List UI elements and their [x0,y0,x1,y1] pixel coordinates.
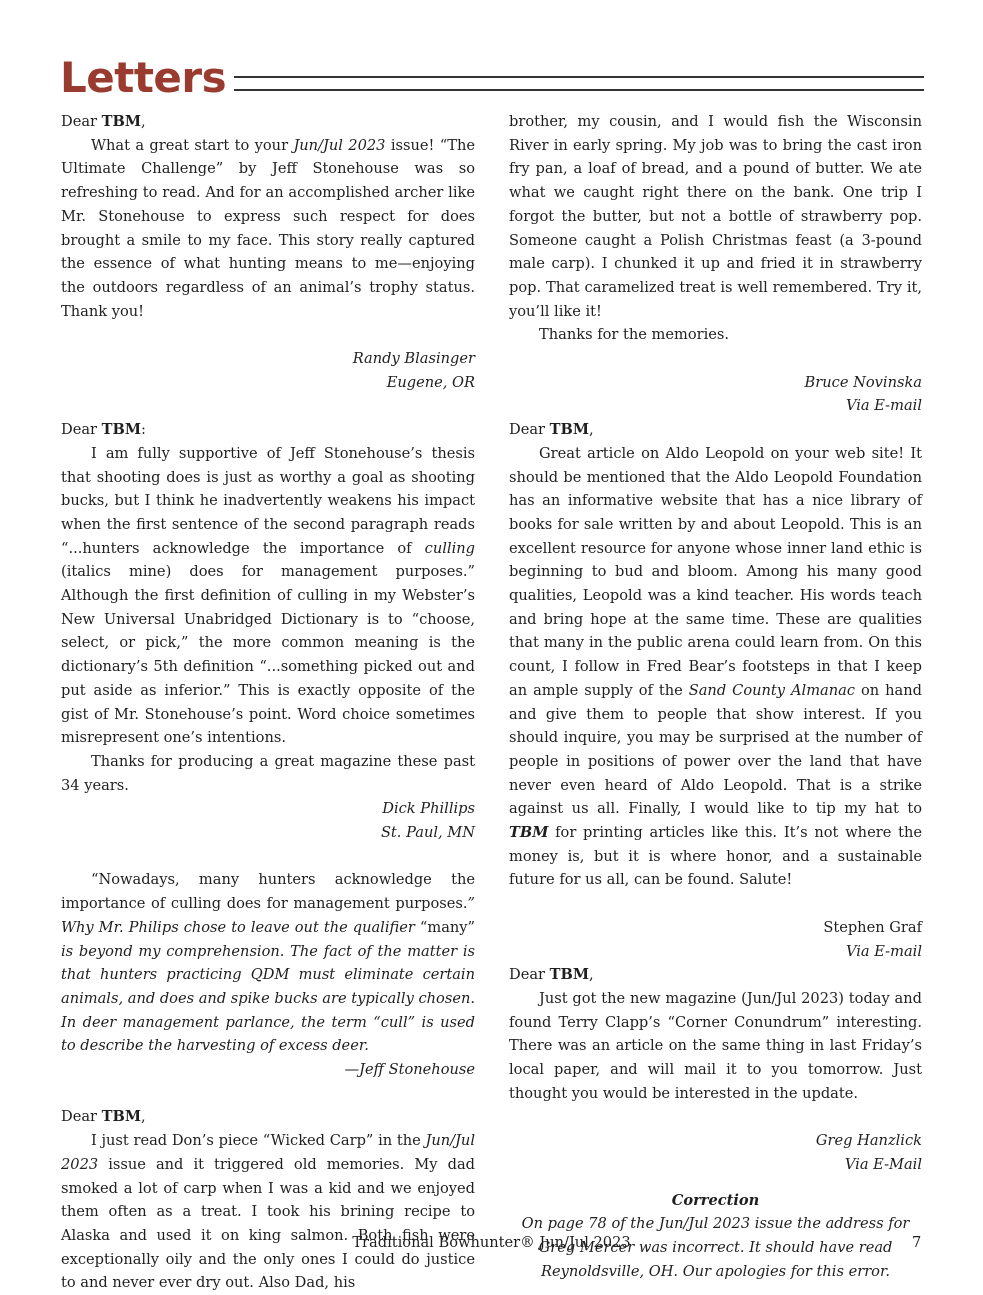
letter2-signature-location: St. Paul, MN [380,824,475,842]
correction-title: Correction [671,1191,760,1209]
letter2-salutation: Dear TBM: [61,421,146,439]
letter1-signature-name: Randy Blasinger [352,350,475,368]
letter5-signature-name: Greg Hanzlick [815,1132,922,1150]
letter3-signature-name: Bruce Novinska [804,373,922,391]
letter2-body-2: Thanks for producing a great magazine these past 34 years. [61,752,475,794]
letter3-body-2: Thanks for the memories. [539,326,730,344]
letter3-signature-location: Via E-mail [845,397,922,415]
letter3-body-continued: brother, my cousin, and I would fish the Wisconsin River in early spring. My job was to bring the cast iron fry pan, a loaf of bread, and a pound of butter. We ate what we caught right there on the bank. One trip I forgot the butter, but not a bottle of strawberry pop. Someone caught a Polish Christmas feast (a 3-pound male carp). I chunked it up and fried it in strawberry pop. That caramelized treat is well remembered. Try it, you’ll like it! [509,113,922,320]
editor-reply-signature: —Jeff Stonehouse [344,1061,475,1079]
letter5-signature-location: Via E-Mail [844,1155,922,1173]
correction-text: On page 78 of the Jun/Jul 2023 issue the address for Greg Mercer was incorrect. It should have read Reynoldsville, OH. Our apologies for this error. [521,1215,910,1280]
letter4-body: Great article on Aldo Leopold on your web site! It should be mentioned that the Aldo Leopold Foundation has an informative website that has a nice library of books for sale written by and about Leopold. This is an excellent resource for anyone whose inner land ethic is beginning to bud and bloom. Among his many good qualities, Leopold was a kind teacher. His words teach and bring hope at the same time. These are qualities that many in the public arena could learn from. On this count, I follow in Fred Bear’s footsteps in that I keep an ample supply of the Sand County Almanac on hand and give them to people that show interest. If you should inquire, you may be surprised at the number of people in positions of power over the land that have never even heard of Aldo Leopold. That is a strike against us all. Finally, I would like to tip my hat to TBM for printing articles like this. It’s not where the money is, but it is where honor, and a sustainable future for us all, can be found. Salute! [509,444,922,889]
letter5-salutation: Dear TBM, [509,966,594,984]
letter1-salutation: Dear TBM, [61,113,146,130]
letter4-signature-location: Via E-mail [845,942,922,960]
header-rule-top [234,76,924,78]
editor-reply: “Nowadays, many hunters acknowledge the importance of culling does for management purposes.” Why Mr. Philips chose to leave out the qualifier “many” is beyond my comprehension. The fact of the matter is that hunters practicing QDM must eliminate certain animals, and does and spike bucks are typically chosen. In deer management parlance, the term “cull” is used to describe the harvesting of excess deer. [61,871,475,1055]
header-rule-bottom [234,89,924,91]
letter2-signature-name: Dick Phillips [382,800,475,818]
right-column [509,110,922,1283]
left-column [61,110,475,1295]
page-title: Letters [60,53,227,102]
letter3-salutation: Dear TBM, [61,1108,146,1126]
letter3-body: I just read Don’s piece “Wicked Carp” in the Jun/Jul 2023 issue and it triggered old memories. My dad smoked a lot of carp when I was a kid and we enjoyed them often as a treat. I took his brining recipe to Alaska and used it on king salmon. Both fish were exceptionally oily and the only ones I could do justice to and never ever dry out. Also Dad, his [61,1132,475,1292]
letter4-salutation: Dear TBM, [509,421,594,439]
letter1-body: What a great start to your Jun/Jul 2023 issue! “The Ultimate Challenge” by Jeff Stonehouse was so refreshing to read. And for an accomplished archer like Mr. Stonehouse to express such respect for does brought a smile to my face. This story really captured the essence of what hunting means to me—enjoying the outdoors regardless of an animal’s trophy status. Thank you! [61,136,475,320]
letter4-signature-name: Stephen Graf [823,918,922,936]
page-number: 7 [912,1234,922,1251]
letter5-body: Just got the new magazine (Jun/Jul 2023) today and found Terry Clapp’s “Corner Conundrum” interesting. There was an article on the same thing in last Friday’s local paper, and will mail it to you tomorrow. Just thought you would be interested in the update. [509,989,922,1102]
footer-magazine: Traditional Bowhunter® Jun/Jul 2023 [352,1234,631,1251]
letter1-signature-location: Eugene, OR [386,373,475,391]
letter2-body: I am fully supportive of Jeff Stonehouse’s thesis that shooting does is just as worthy a goal as shooting bucks, but I think he inadvertently weakens his impact when the first sentence of the second paragraph reads “...hunters acknowledge the importance of culling (italics mine) does for management purposes.” Although the first definition of culling in my Webster’s New Universal Unabridged Dictionary is to “choose, select, or pick,” the more common meaning is the dictionary’s 5th definition “...something picked out and put aside as inferior.” This is exactly opposite of the gist of Mr. Stonehouse’s point. Word choice sometimes misrepresent one’s intentions. [61,444,475,747]
